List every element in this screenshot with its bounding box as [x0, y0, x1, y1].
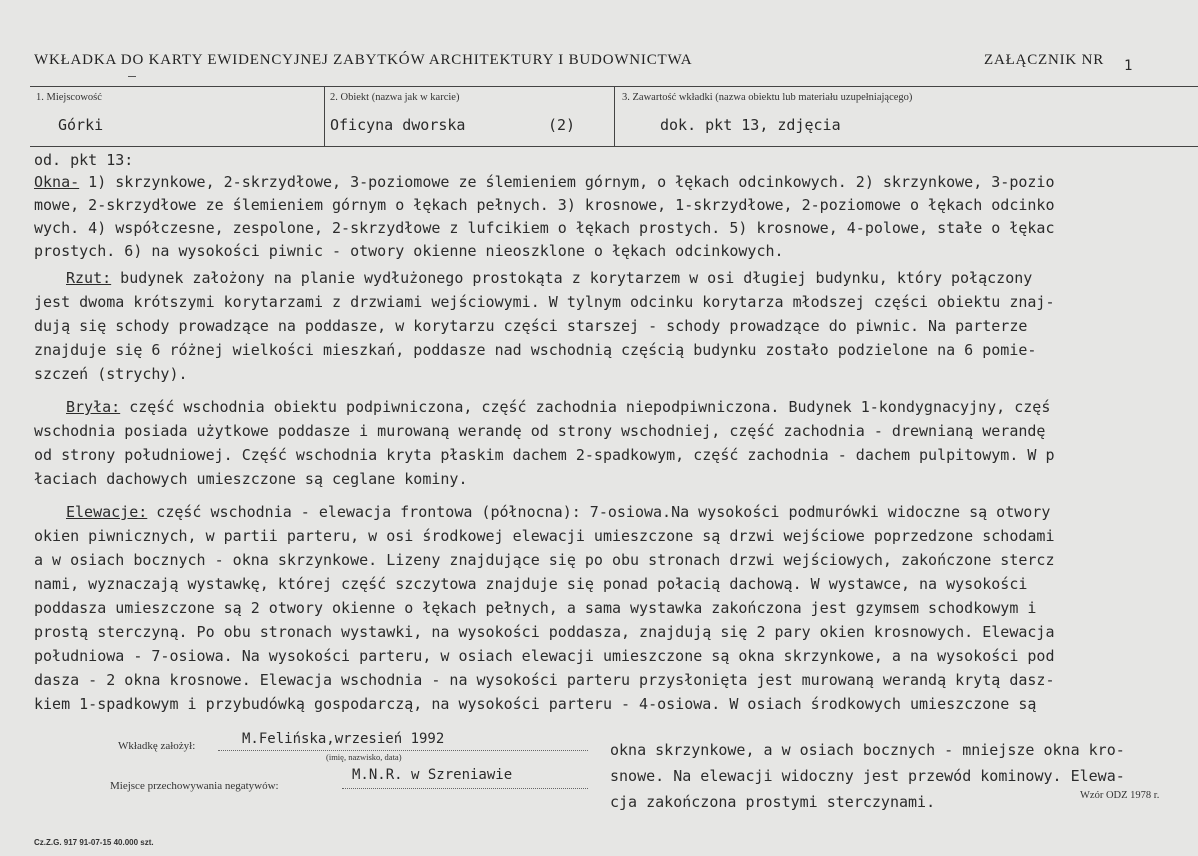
- body-line: nami, wyznaczają wystawkę, której część szczytowa znajduje się ponad połacią dachową. W wystawce, na wysokości: [34, 575, 1028, 593]
- author-label: Wkładkę założył:: [118, 740, 196, 752]
- body-line: poddasza umieszczone są 2 otwory okienne o łękach pełnych, a sama wystawka zakończona jest gzymsem schodkowym i: [34, 599, 1037, 617]
- body-line: jest dwoma krótszymi korytarzami z drzwiami wejściowymi. W tylnym odcinku korytarza młodszej części obiektu znaj-: [34, 293, 1055, 311]
- body-line: znajduje się 6 różnej wielkości mieszkań, poddasze nad wschodnią częścią budynku zostało podzielone na 6 pomie-: [34, 341, 1037, 359]
- storage-value: M.N.R. w Szreniawie: [352, 767, 513, 783]
- body-line: prostych. 6) na wysokości piwnic - otwory okienne nieoszklone o łękach odcinkowych.: [34, 242, 784, 260]
- object-label: 2. Obiekt (nazwa jak w karcie): [330, 92, 460, 103]
- place-label: 1. Miejscowość: [36, 92, 102, 103]
- field-divider-1: [324, 86, 325, 146]
- body-line: dują się schody prowadzące na poddasze, w korytarzu części starszej - schody prowadzące do piwnic. Na parterze: [34, 317, 1028, 335]
- place-value: Górki: [58, 116, 104, 134]
- body-line: [34, 172, 1198, 192]
- header-tick: [128, 76, 136, 77]
- field-divider-2: [614, 86, 615, 146]
- author-hint: (imię, nazwisko, data): [326, 752, 402, 762]
- body-continuation: okna skrzynkowe, a w osiach bocznych - mniejsze okna kro-: [610, 741, 1125, 759]
- object-number: (2): [548, 116, 576, 134]
- body-line: [66, 397, 1198, 417]
- storage-dotline: [342, 788, 588, 789]
- body-line: od strony południowej. Część wschodnia kryta płaskim dachem 2-spadkowym, część zachodnia - dachem pulpitowym. W p: [34, 446, 1055, 464]
- body-line: południowa - 7-osiowa. Na wysokości parteru, w osiach elewacji umieszczone są okna skrzynkowe, a na wysokości pod: [34, 647, 1055, 665]
- body-text: budynek założony na planie wydłużonego prostokąta z korytarzem w osi długiej budynku, który połączony: [111, 269, 1033, 287]
- body-line: wych. 4) współczesne, zespolone, 2-skrzydłowe z lufcikiem o łękach prostych. 5) krosnowe, 4-polowe, stałe o łękac: [34, 219, 1055, 237]
- body-line: [66, 502, 1198, 522]
- body-line: okien piwnicznych, w partii parteru, w osi środkowej elewacji umieszczone są drzwi wejściowe poprzedzone schodami: [34, 527, 1055, 545]
- body-continuation: cja zakończona prostymi sterczynami.: [610, 793, 936, 811]
- body-line: łaciach dachowych umieszczone są ceglane kominy.: [34, 470, 468, 488]
- form-header-title: WKŁADKA DO KARTY EWIDENCYJNEJ ZABYTKÓW ARCHITEKTURY I BUDOWNICTWA: [34, 52, 693, 68]
- body-line: dasza - 2 okna krosnowe. Elewacja wschodnia - na wysokości parteru przysłonięta jest murowaną werandą krytą dasz-: [34, 671, 1055, 689]
- rzut-heading: Rzut:: [66, 269, 112, 287]
- body-line: szczeń (strychy).: [34, 365, 188, 383]
- body-continuation: snowe. Na elewacji widoczny jest przewód kominowy. Elewa-: [610, 767, 1125, 785]
- form-model: Wzór ODZ 1978 r.: [1080, 790, 1160, 801]
- author-dotline: [218, 750, 588, 751]
- body-line: [66, 268, 1198, 288]
- body-line: wschodnia posiada użytkowe poddasze i murowaną werandę od strony wschodniej, część zachodnia - drewnianą werandę: [34, 422, 1046, 440]
- body-line: a w osiach bocznych - okna skrzynkowe. Lizeny znajdujące się po obu stronach drzwi wejściowych, zakończone stercz: [34, 551, 1055, 569]
- annex-number: 1: [1124, 58, 1133, 74]
- body-line: prostą sterczyną. Po obu stronach wystawki, na wysokości poddasza, znajdują się 2 pary okien krosnowych. Elewacja: [34, 623, 1055, 641]
- author-value: M.Felińska,wrzesień 1992: [242, 731, 445, 747]
- body-text: część wschodnia - elewacja frontowa (północna): 7-osiowa.Na wysokości podmurówki widoczne są otwory: [147, 503, 1051, 521]
- bryla-heading: Bryła:: [66, 398, 121, 416]
- body-line: mowe, 2-skrzydłowe ze ślemieniem górnym o łękach pełnych. 3) krosnowe, 1-skrzydłowe, 2-poziomowe o łękach odcinko: [34, 196, 1055, 214]
- fields-bottom-rule: [30, 146, 1198, 147]
- contents-label: 3. Zawartość wkładki (nazwa obiektu lub materiału uzupełniającego): [622, 92, 913, 103]
- storage-label: Miejsce przechowywania negatywów:: [110, 780, 279, 792]
- body-line: od. pkt 13:: [34, 151, 134, 169]
- contents-value: dok. pkt 13, zdjęcia: [660, 116, 841, 134]
- okna-heading: Okna-: [34, 173, 80, 191]
- body-text: część wschodnia obiektu podpiwniczona, część zachodnia niepodpiwniczona. Budynek 1-kondygnacyjny, częś: [120, 398, 1051, 416]
- elewacje-heading: Elewacje:: [66, 503, 148, 521]
- body-line: kiem 1-spadkowym i przybudówką gospodarczą, na wysokości parteru - 4-osiowa. W osiach środkowych umieszczone są: [34, 695, 1037, 713]
- body-text: 1) skrzynkowe, 2-skrzydłowe, 3-poziomowe ze ślemieniem górnym, o łękach odcinkowych. 2) skrzynkowe, 3-pozio: [79, 173, 1055, 191]
- object-value: Oficyna dworska: [330, 116, 466, 134]
- printer-info: Cz.Z.G. 917 91-07-15 40.000 szt.: [34, 838, 154, 847]
- annex-label: ZAŁĄCZNIK NR: [984, 52, 1105, 68]
